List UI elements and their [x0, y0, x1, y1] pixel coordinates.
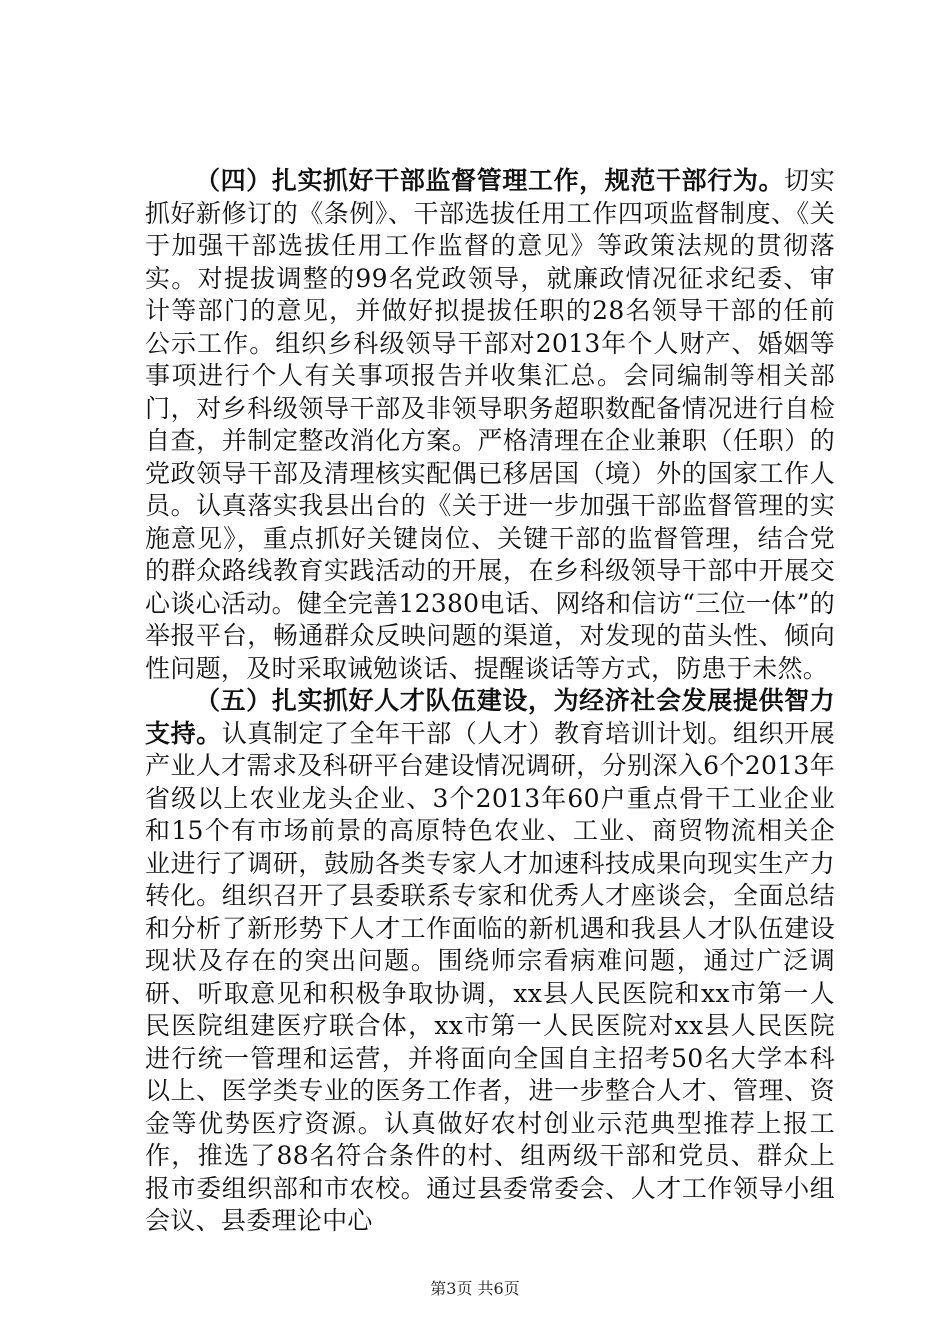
paragraph-five-heading: （五）扎实抓好人才队伍建设，为经济社会发展提供智力支持。 [145, 686, 835, 748]
page-number-footer: 第3页 共6页 [430, 1279, 520, 1298]
paragraph-five [145, 685, 835, 1238]
document-body [145, 165, 835, 1238]
paragraph-four-heading: （四）扎实抓好干部监督管理工作，规范干部行为。 [195, 166, 785, 195]
paragraph-four-text: 切实抓好新修订的《条例》、干部选拔任用工作四项监督制度、《关于加强干部选拔任用工作监督的意见》等政策法规的贯彻落实。对提拔调整的99名党政领导，就廉政情况征求纪委、审计等部门的意见，并做好拟提拔任职的28名领导干部的任前公示工作。组织乡科级领导干部对2013年个人财产、婚姻等事项进行个人有关事项报告并收集汇总。会同编制等相关部门，对乡科级领导干部及非领导职务超职数配备情况进行自检自查，并制定整改消化方案。严格清理在企业兼职（任职）的党政领导干部及清理核实配偶已移居国（境）外的国家工作人员。认真落实我县出台的《关于进一步加强干部监督管理的实施意见》，重点抓好关键岗位、关键干部的监督管理，结合党的群众路线教育实践活动的开展，在乡科级领导干部中开展交心谈心活动。健全完善12380电话、网络和信访“三位一体”的举报平台，畅通群众反映问题的渠道，对发现的苗头性、倾向性问题，及时采取诫勉谈话、提醒谈话等方式，防患于未然。 [145, 166, 835, 683]
paragraph-five-text: 认真制定了全年干部（人才）教育培训计划。组织开展产业人才需求及科研平台建设情况调研，分别深入6个2013年省级以上农业龙头企业、3个2013年60户重点骨干工业企业和15个有市场前景的高原特色农业、工业、商贸物流相关企业进行了调研，鼓励各类专家人才加速科技成果向现实生产力转化。组织召开了县委联系专家和优秀人才座谈会，全面总结和分析了新形势下人才工作面临的新机遇和我县人才队伍建设现状及存在的突出问题。围绕师宗看病难问题，通过广泛调研、听取意见和积极争取协调，xx县人民医院和xx市第一人民医院组建医疗联合体，xx市第一人民医院对xx县人民医院进行统一管理和运营，并将面向全国自主招考50名大学本科以上、医学类专业的医务工作者，进一步整合人才、管理、资金等优势医疗资源。认真做好农村创业示范典型推荐上报工作，推选了88名符合条件的村、组两级干部和党员、群众上报市委组织部和市农校。通过县委常委会、人才工作领导小组会议、县委理论中心 [145, 718, 836, 1235]
paragraph-four [145, 165, 835, 685]
